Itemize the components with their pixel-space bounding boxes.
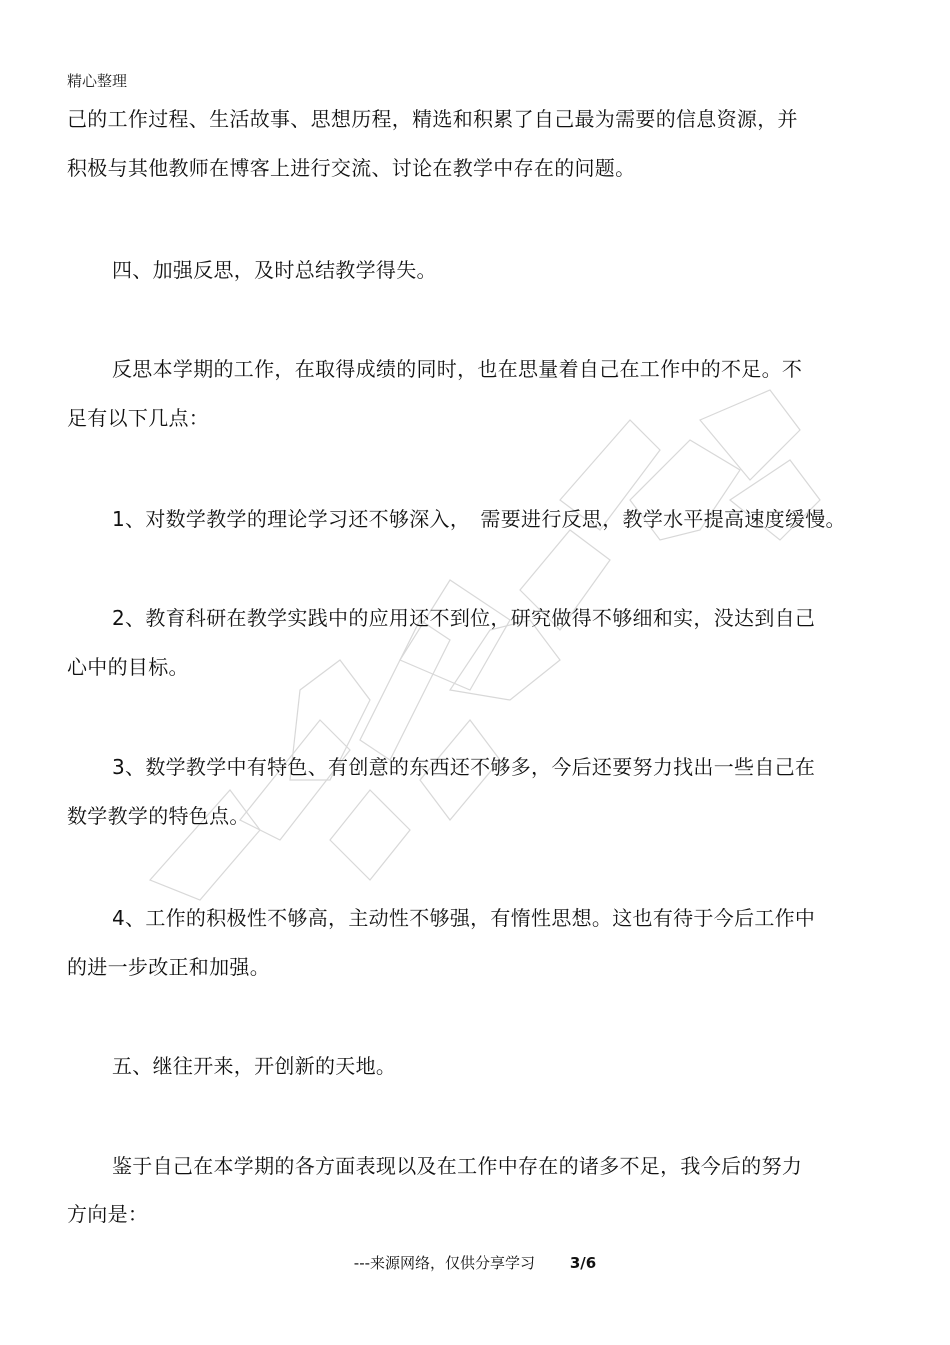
body-line: 方向是： [67, 1202, 149, 1226]
body-line: 数学教学的特色点。 [67, 804, 250, 828]
body-line: 的进一步改正和加强。 [67, 955, 270, 979]
section-heading: 四、加强反思，及时总结教学得失。 [112, 258, 437, 282]
footer-source: ---来源网络，仅供分享学习 [353, 1254, 536, 1272]
body-line: 积极与其他教师在博客上进行交流、讨论在教学中存在的问题。 [67, 156, 636, 180]
watermark-graphic [90, 360, 850, 920]
section-heading: 五、继往开来，开创新的天地。 [112, 1054, 397, 1078]
list-item: 4、工作的积极性不够高，主动性不够强，有惰性思想。这也有待于今后工作中 [112, 906, 816, 930]
body-line: 足有以下几点： [67, 406, 210, 430]
body-line: 反思本学期的工作，在取得成绩的同时，也在思量着自己在工作中的不足。不 [112, 357, 803, 381]
page-header: 精心整理 [67, 72, 128, 90]
list-item: 2、教育科研在教学实践中的应用还不到位，研究做得不够细和实，没达到自己 [112, 606, 816, 630]
body-line: 鉴于自己在本学期的各方面表现以及在工作中存在的诸多不足，我今后的努力 [112, 1154, 803, 1178]
body-line: 己的工作过程、生活故事、思想历程，精选和积累了自己最为需要的信息资源，并 [67, 107, 798, 131]
list-item: 3、数学教学中有特色、有创意的东西还不够多，今后还要努力找出一些自己在 [112, 755, 816, 779]
body-line: 心中的目标。 [67, 655, 189, 679]
list-item: 1、对数学教学的理论学习还不够深入， 需要进行反思，教学水平提高速度缓慢。 [112, 507, 846, 531]
page-footer [0, 1252, 950, 1273]
page-number: 3/6 [569, 1254, 597, 1272]
